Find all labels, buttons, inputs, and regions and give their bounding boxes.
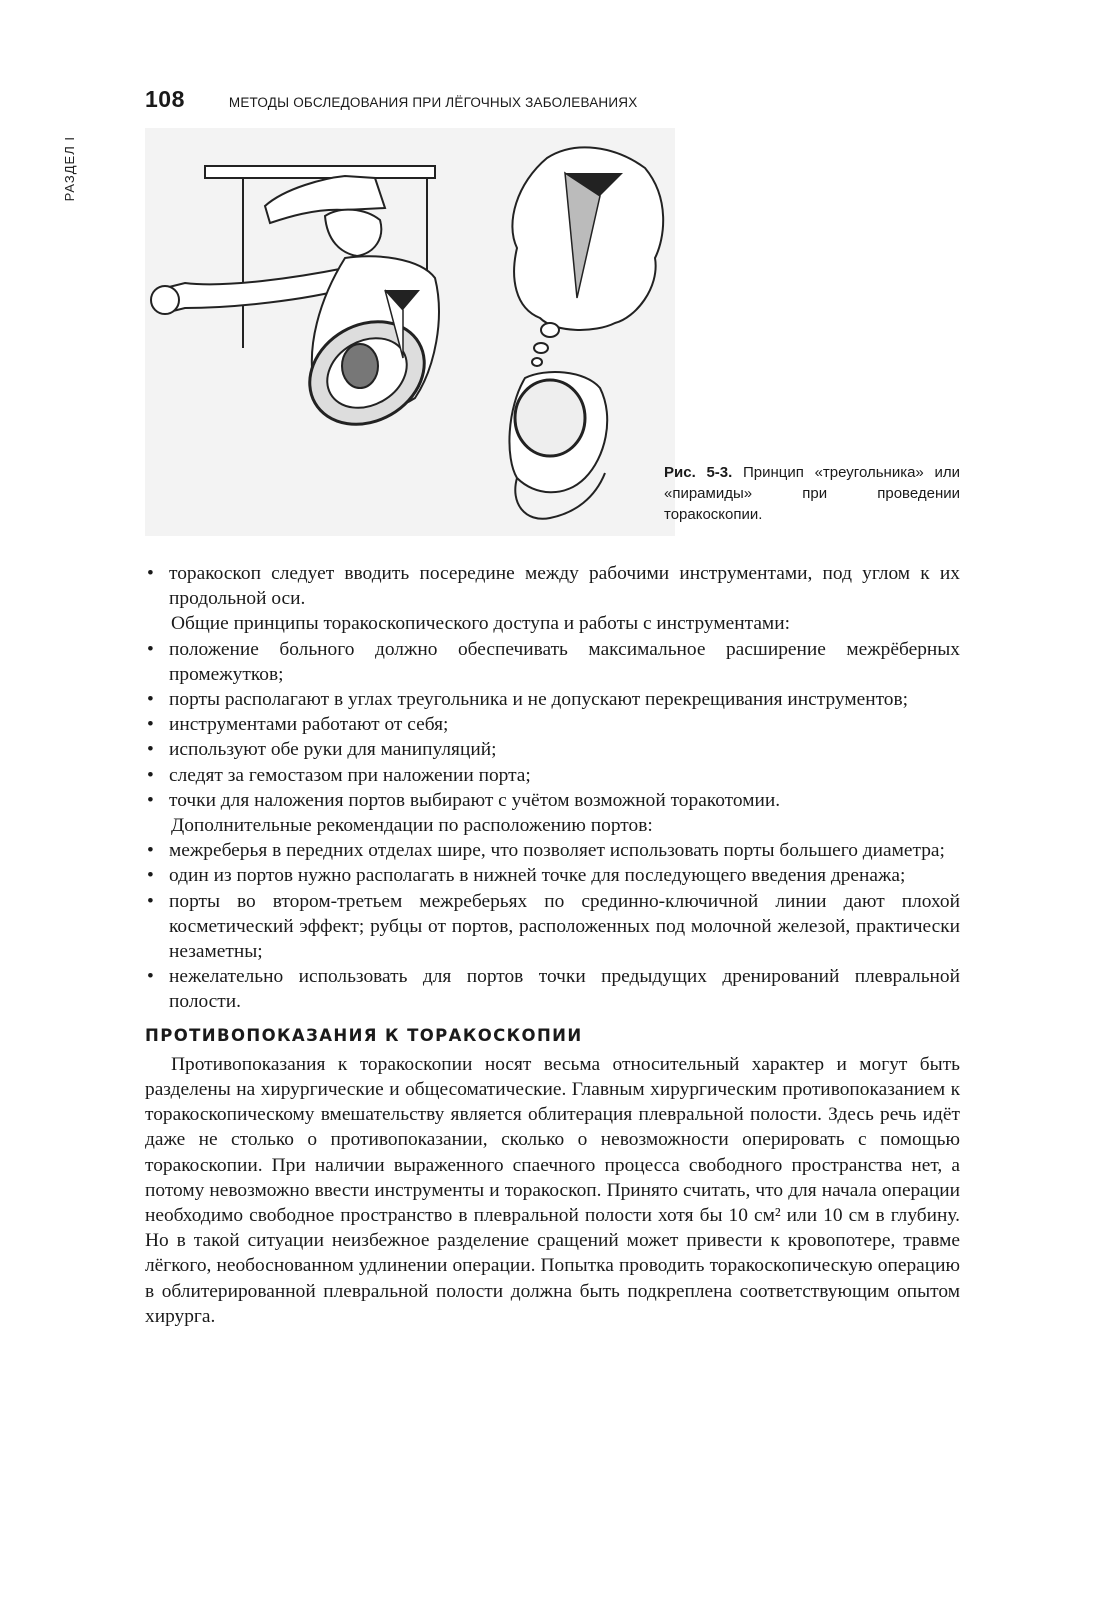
list-item: • точки для наложения портов выбирают с учётом возможной торакотомии. bbox=[145, 788, 960, 813]
list-item-text: один из портов нужно располагать в нижней точке для последующего введения дренажа; bbox=[169, 865, 906, 887]
figure-label: Рис. 5-3. bbox=[664, 464, 733, 481]
figure-caption bbox=[664, 462, 960, 525]
list-item: • порты во втором-третьем межреберьях по срединно-ключичной линии дают плохой косметический эффект; рубцы от портов, расположенных под молочной железой, практически незаметны; bbox=[145, 889, 960, 965]
thoracoscopy-illustration bbox=[145, 128, 675, 536]
list-item-text: нежелательно использовать для портов точки предыдущих дренирований плевральной полости. bbox=[169, 966, 960, 1013]
list-item: • используют обе руки для манипуляций; bbox=[145, 737, 960, 762]
main-text bbox=[145, 561, 960, 1329]
page-header bbox=[145, 86, 637, 113]
list-item: • один из портов нужно располагать в нижней точке для последующего введения дренажа; bbox=[145, 863, 960, 888]
list-item: • нежелательно использовать для портов точки предыдущих дренирований плевральной полости. bbox=[145, 964, 960, 1014]
list-item: • следят за гемостазом при наложении порта; bbox=[145, 763, 960, 788]
list-item-text: порты располагают в углах треугольника и не допускают перекрещивания инструментов; bbox=[169, 689, 909, 711]
list-item: • положение больного должно обеспечивать максимальное расширение межрёберных промежутков; bbox=[145, 637, 960, 687]
principles-intro: Общие принципы торакоскопического доступа и работы с инструментами: bbox=[171, 613, 790, 635]
list-item-text: инструментами работают от себя; bbox=[169, 714, 449, 736]
section-side-label: РАЗДЕЛ I bbox=[62, 136, 77, 202]
list-item-text: межреберья в передних отделах шире, что позволяет использовать порты большего диаметра; bbox=[169, 840, 945, 862]
figure-thoracoscopy-illustration bbox=[145, 128, 675, 536]
body-paragraph: Противопоказания к торакоскопии носят весьма относительный характер и могут быть разделены на хирургические и общесоматические. Главным хирургическим противопоказанием к торакоскопическому вмешательству является облитерация плевральной полости. Здесь речь идёт даже не столько о противопоказании, сколько о невозможности оперировать с помощью торакоскопии. При наличии выраженного спаечного процесса свободного пространства нет, а потому невозможно ввести инструменты и торакоскоп. Принято считать, что для начала операции необходимо свободное пространство в плевральной полости хотя бы 10 см² или 10 см в глубину. Но в такой ситуации неизбежное разделение сращений может привести к кровопотере, травме лёгкого, необоснованном удлинении операции. Попытка проводить торакоскопическую операцию в облитерированной плевральной полости должна быть подкреплена соответствующим опытом хирурга. bbox=[145, 1053, 960, 1327]
list-item-text: используют обе руки для манипуляций; bbox=[169, 739, 497, 761]
list-item-text: следят за гемостазом при наложении порта; bbox=[169, 764, 531, 786]
figure-caption-text: Принцип «треугольника» или «пирамиды» при проведении торакоскопии. bbox=[664, 464, 960, 523]
page-number: 108 bbox=[145, 86, 185, 112]
recommendations-intro: Дополнительные рекомендации по расположению портов: bbox=[171, 815, 653, 837]
list-item-text: торакоскоп следует вводить посередине между рабочими инструментами, под углом к их продольной оси. bbox=[169, 563, 960, 610]
list-item: • торакоскоп следует вводить посередине между рабочими инструментами, под углом к их продольной оси. bbox=[145, 561, 960, 611]
list-item: • порты располагают в углах треугольника и не допускают перекрещивания инструментов; bbox=[145, 687, 960, 712]
list-item-text: порты во втором-третьем межреберьях по срединно-ключичной линии дают плохой косметический эффект; рубцы от портов, расположенных под молочной железой, практически незаметны; bbox=[169, 890, 960, 963]
section-title: ПРОТИВОПОКАЗАНИЯ К ТОРАКОСКОПИИ bbox=[145, 1025, 583, 1045]
list-item-text: точки для наложения портов выбирают с учётом возможной торакотомии. bbox=[169, 789, 781, 811]
list-item: • межреберья в передних отделах шире, что позволяет использовать порты большего диаметра; bbox=[145, 838, 960, 863]
running-head: МЕТОДЫ ОБСЛЕДОВАНИЯ ПРИ ЛЁГОЧНЫХ ЗАБОЛЕВАНИЯХ bbox=[228, 95, 638, 110]
list-item: • инструментами работают от себя; bbox=[145, 712, 960, 737]
list-item-text: положение больного должно обеспечивать максимальное расширение межрёберных промежутков; bbox=[169, 638, 960, 685]
